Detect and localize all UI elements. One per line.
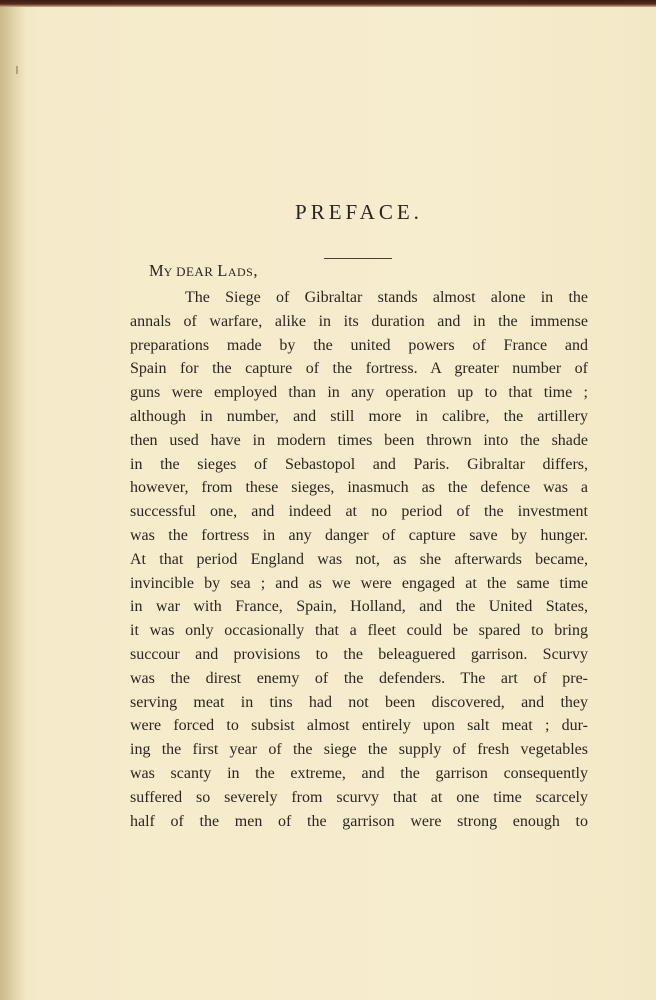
salutation-comma: , <box>253 261 258 280</box>
text-line: suffered so severely from scurvy that at one time scarcely <box>130 788 588 806</box>
text-line: succour and provisions to the beleaguered garrison. Scurvy <box>130 645 588 663</box>
text-line: The Siege of Gibraltar stands almost alone in the <box>185 289 588 306</box>
page-top-edge <box>0 0 656 7</box>
text-line: Spain for the capture of the fortress. A greater number of <box>130 360 588 378</box>
text-line: ing the first year of the siege the supply of fresh vegetables <box>130 741 588 759</box>
text-line: was the direst enemy of the defenders. The art of pre- <box>130 669 588 687</box>
text-line: successful one, and indeed at no period of the investment <box>130 503 588 521</box>
text-line: preparations made by the united powers of France and <box>130 336 588 354</box>
text-line: At that period England was not, as she afterwards became, <box>130 550 588 568</box>
salutation-my: My <box>149 261 173 280</box>
text-line: half of the men of the garrison were strong enough to <box>130 812 588 830</box>
text-line: in war with France, Spain, Holland, and the United States, <box>130 598 588 616</box>
text-line: were forced to subsist almost entirely upon salt meat ; dur- <box>130 717 588 735</box>
text-line: it was only occasionally that a fleet could be spared to bring <box>130 622 588 640</box>
salutation-dear: DEAR <box>172 264 218 279</box>
text-line: then used have in modern times been thrown into the shade <box>130 431 588 449</box>
page-title: PREFACE. <box>295 200 423 224</box>
page-speck <box>16 66 18 74</box>
text-line: annals of warfare, alike in its duration and in the immense <box>130 312 588 330</box>
text-line: was scanty in the extreme, and the garrison consequently <box>130 764 588 782</box>
text-line: in the sieges of Sebastopol and Paris. Gibraltar differs, <box>130 455 588 473</box>
salutation-lads: Lads <box>217 261 254 280</box>
text-line: guns were employed than in any operation up to that time ; <box>130 384 588 402</box>
preface-paragraph <box>130 286 588 833</box>
text-line: was the fortress in any danger of capture save by hunger. <box>130 526 588 544</box>
gutter-shadow <box>0 7 26 1000</box>
text-line: although in number, and still more in calibre, the artillery <box>130 407 588 425</box>
text-line: invincible by sea ; and as we were engaged at the same time <box>130 574 588 592</box>
text-line: serving meat in tins had not been discovered, and they <box>130 693 588 711</box>
text-line: however, from these sieges, inasmuch as the defence was a <box>130 479 588 497</box>
title-rule <box>324 258 392 259</box>
salutation <box>149 261 257 281</box>
